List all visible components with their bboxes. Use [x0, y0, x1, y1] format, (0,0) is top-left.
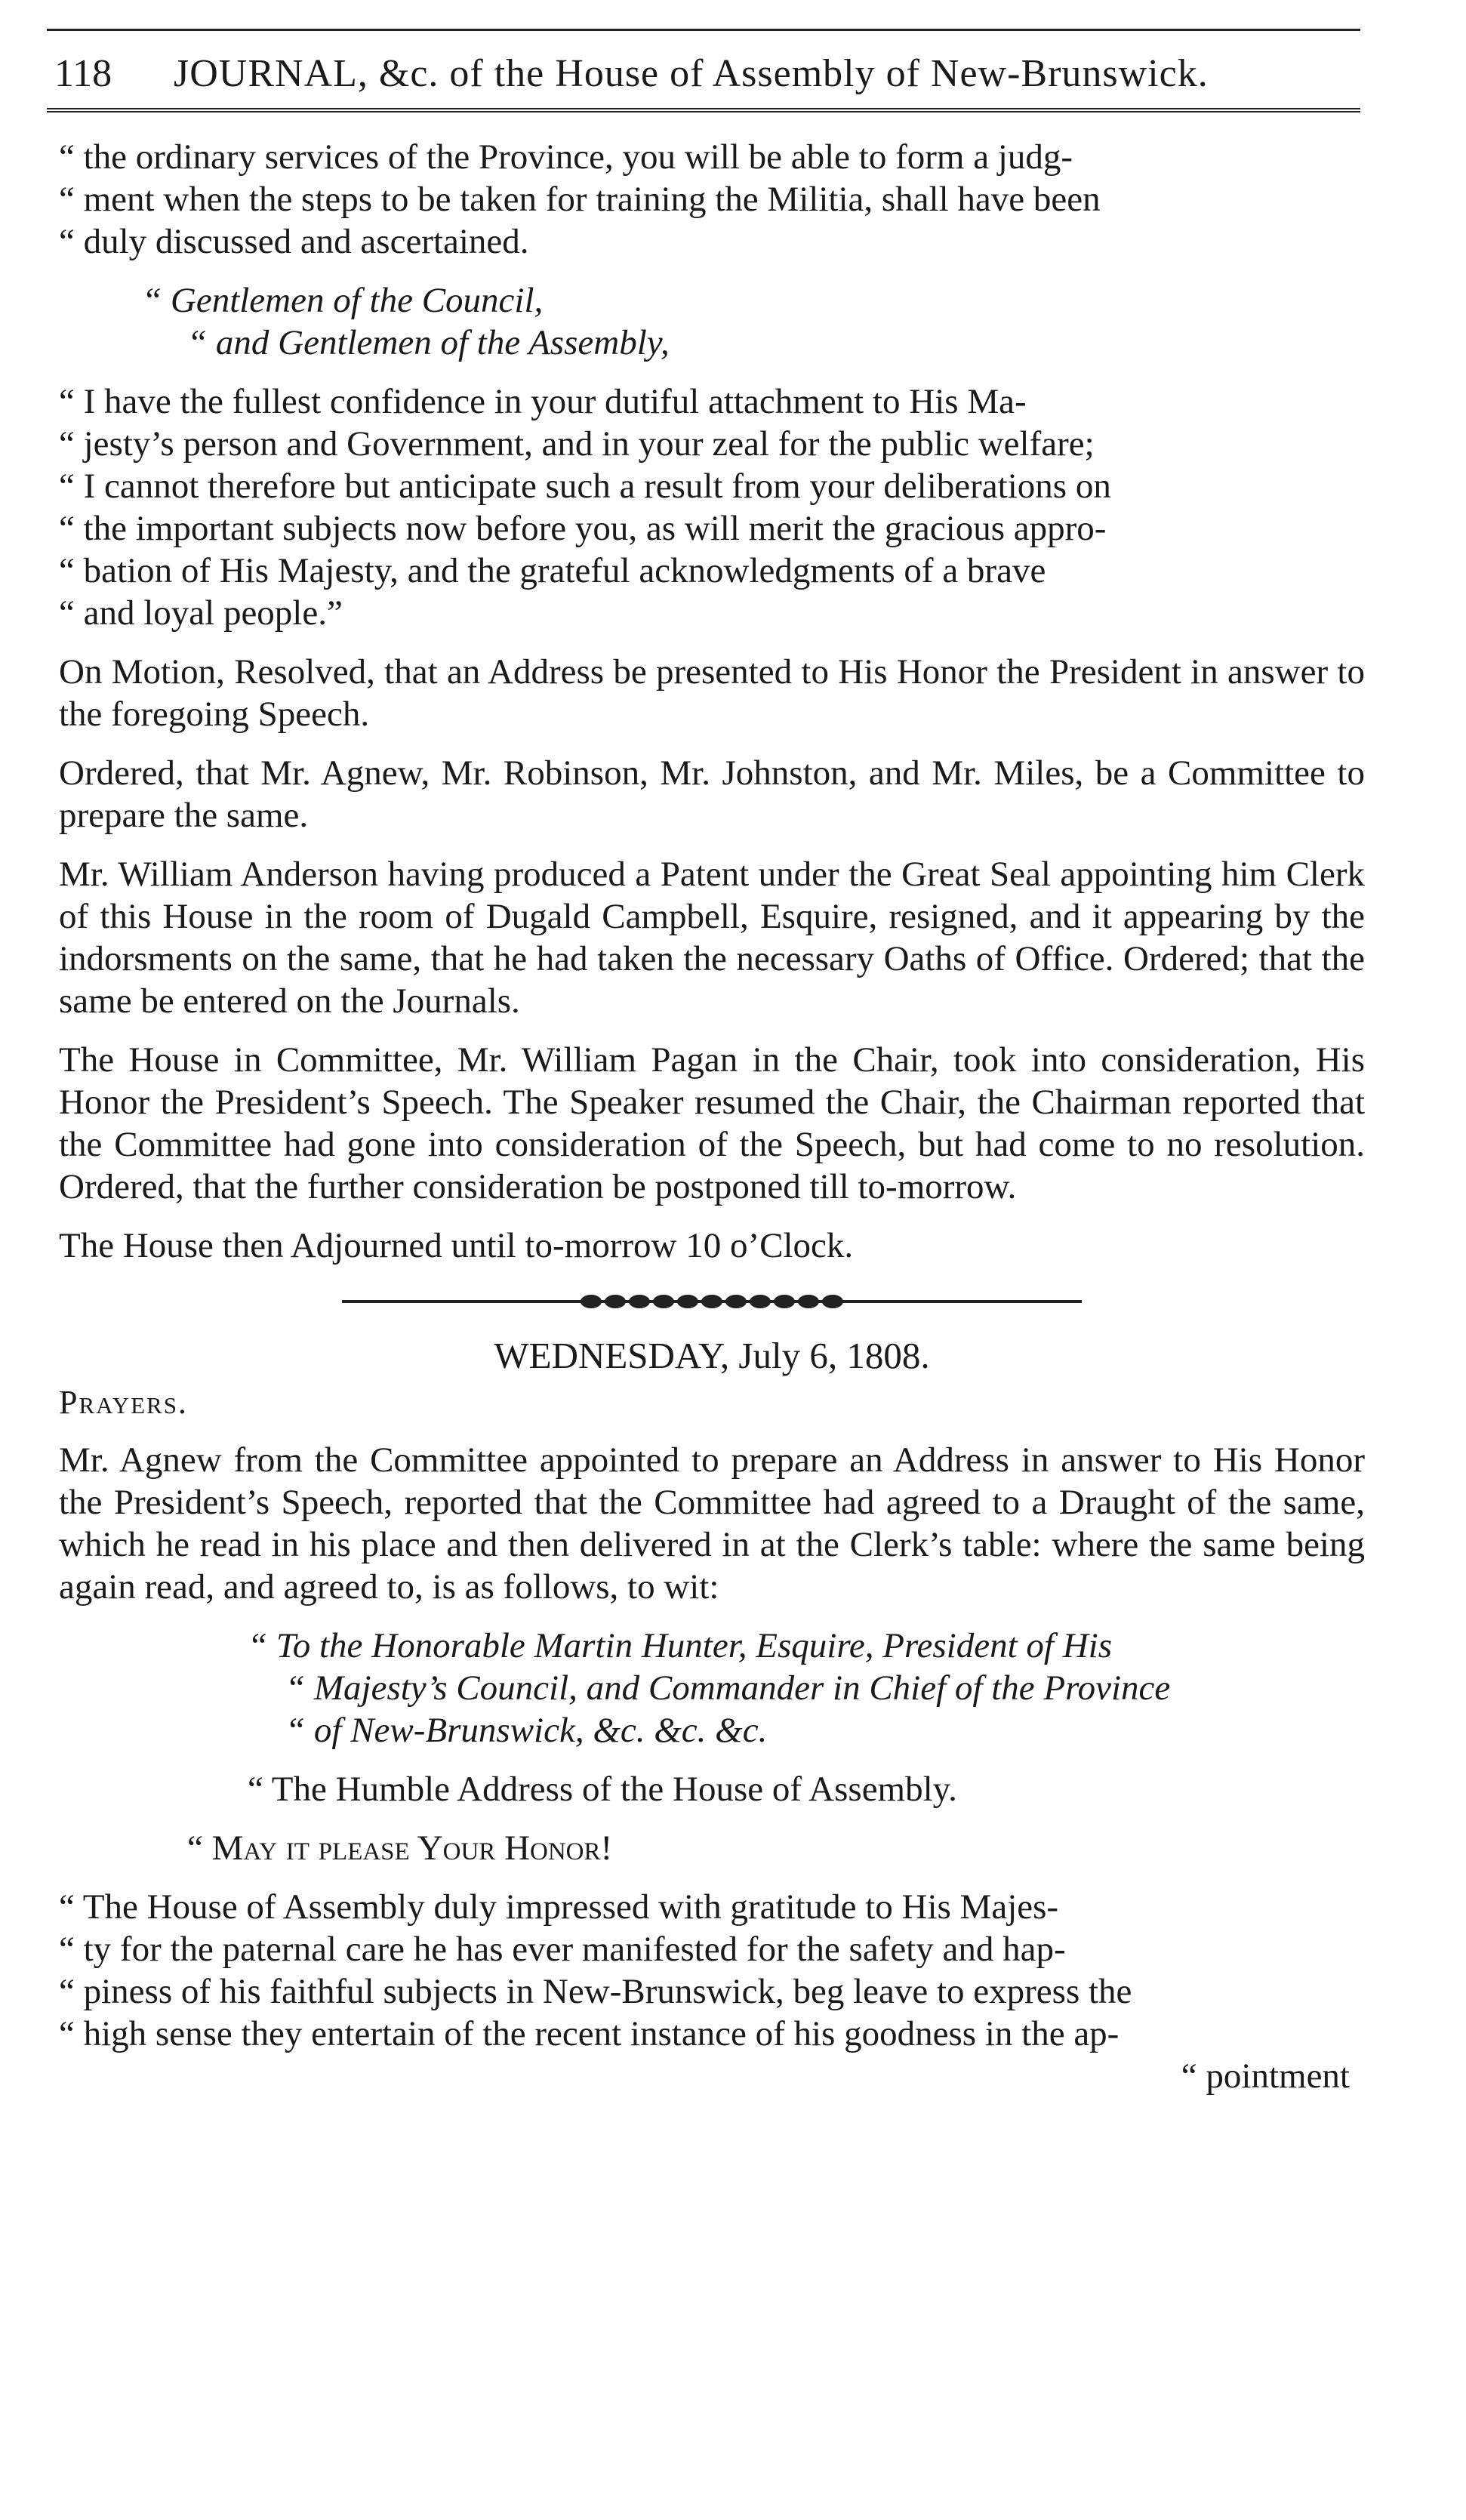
address-line: “ To the Honorable Martin Hunter, Esquire, President of His [248, 1626, 1112, 1665]
committee-of-house-paragraph: The House in Committee, Mr. William Pagan in the Chair, took into consideration, His Honor the President’s Speech. The Speaker resumed the Chair, the Chairman reported that the Committee had gone into consideration of the Speech, but had come to no resolution. Ordered, that the further consideration be postponed till to-morrow. [59, 1040, 1365, 1206]
header-bottom-rule [47, 108, 1360, 112]
text-line: “ I have the fullest confidence in your dutiful attachment to His Ma- [59, 382, 1027, 421]
speech-closing [59, 380, 1365, 634]
text-line: “ duly discussed and ascertained. [59, 222, 529, 261]
address-salutation: “ May it please Your Honor! [187, 1828, 613, 1868]
motion-paragraph: On Motion, Resolved, that an Address be presented to His Honor the President in answer to the foregoing Speech. [59, 652, 1365, 734]
page-header [47, 29, 1360, 119]
address-heading [59, 1625, 1365, 1751]
text-line: “ The House of Assembly duly impressed with gratitude to His Majes- [59, 1887, 1059, 1927]
page-number: 118 [54, 52, 112, 95]
divider-ornament [342, 1286, 1082, 1317]
text-line: “ ment when the steps to be taken for training the Militia, shall have been [59, 180, 1101, 219]
text-line: “ bation of His Majesty, and the grateful acknowledgments of a brave [59, 551, 1046, 590]
text-line: “ ty for the paternal care he has ever manifested for the safety and hap- [59, 1930, 1066, 1969]
text-line: “ high sense they entertain of the recent instance of his goodness in the ap- [59, 2014, 1120, 2053]
text-line: “ piness of his faithful subjects in New-Brunswick, beg leave to express the [59, 1972, 1132, 2011]
text-line: “ jesty’s person and Government, and in your zeal for the public welfare; [59, 424, 1095, 464]
text-line: “ and loyal people.” [59, 593, 343, 633]
header-top-rule [47, 29, 1360, 31]
address-report-paragraph: Mr. Agnew from the Committee appointed to prepare an Address in answer to His Honor the President’s Speech, reported that the Committee had agreed to a Draught of the same, which he read in his place and then delivered in at the Clerk’s table: where the same being again read, and agreed to, is as follows, to wit: [59, 1440, 1365, 1607]
salutation-council: “ Gentlemen of the Council, [142, 281, 544, 320]
address-opening [59, 1886, 1365, 2097]
catchword: “ pointment [1181, 2056, 1350, 2096]
body-text [59, 136, 1365, 2097]
date-heading: WEDNESDAY, July 6, 1808. [494, 1335, 930, 1376]
committee-paragraph: Ordered, that Mr. Agnew, Mr. Robinson, Mr. Johnston, and Mr. Miles, be a Committee to prepare the same. [59, 753, 1365, 835]
salutation-assembly: “ and Gentlemen of the Assembly, [187, 323, 670, 362]
adjournment-paragraph: The House then Adjourned until to-morrow 10 o’Clock. [59, 1226, 854, 1265]
clerk-patent-paragraph: Mr. William Anderson having produced a Patent under the Great Seal appointing him Clerk of this House in the room of Dugald Campbell, Esquire, resigned, and it appearing by the indorsments on the same, that he had taken the necessary Oaths of Office. Ordered; that the same be entered on the Journals. [59, 855, 1365, 1021]
address-line: “ Majesty’s Council, and Commander in Chief of the Province [285, 1668, 1171, 1708]
text-line: “ the ordinary services of the Province, you will be able to form a judg- [59, 137, 1073, 177]
address-line: “ of New-Brunswick, &c. &c. &c. [285, 1711, 768, 1750]
text-line: “ I cannot therefore but anticipate such a result from your deliberations on [59, 467, 1111, 506]
running-title: JOURNAL, &c. of the House of Assembly of New-Brunswick. [174, 52, 1209, 95]
prayers-heading: Prayers. [59, 1384, 188, 1421]
humble-address-title: “ The Humble Address of the House of Assembly. [248, 1770, 957, 1809]
ornamental-divider [342, 1286, 1082, 1317]
salutation-block [59, 279, 1365, 364]
speech-continuation [59, 136, 1365, 263]
text-line: “ the important subjects now before you, as will merit the gracious appro- [59, 509, 1107, 548]
